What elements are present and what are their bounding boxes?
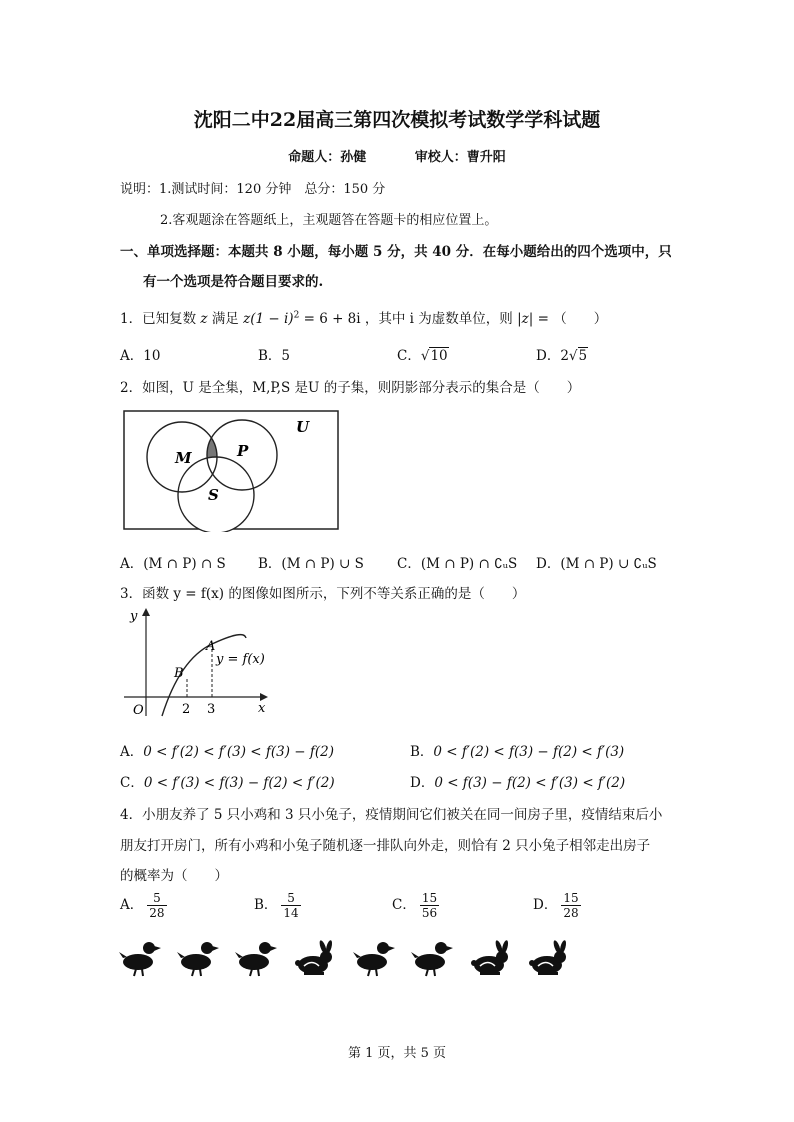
- note-1: 说明：1.测试时间：120 分钟 总分：150 分: [120, 182, 386, 197]
- chick-icon: [119, 942, 161, 976]
- tick-3: 3: [207, 702, 216, 717]
- rabbit-icon: [471, 940, 509, 975]
- checker: 审校人：曹升阳: [414, 150, 506, 165]
- page-footer: 第 1 页，共 5 页: [347, 1046, 447, 1061]
- q2-stem: 2．如图，U 是全集，M,P,S 是U 的子集，则阴影部分表示的集合是（ ）: [120, 380, 581, 396]
- q4-stem-3: 的概率为（ ）: [120, 868, 228, 884]
- chick-icon: [411, 942, 453, 976]
- section-heading-2: 有一个选项是符合题目要求的.: [143, 274, 324, 290]
- q1-stem: 1．已知复数 z 满足 $z(1 - i)^2 = 6 + 8i$ ，其中 i 为虚数单位，则 |z| = （ ）: [120, 310, 608, 327]
- q1-option-a[interactable]: A．10: [120, 348, 161, 364]
- animals-row: [112, 938, 582, 980]
- tick-2: 2: [182, 702, 191, 717]
- rabbit-icon: [295, 940, 333, 975]
- q4-option-a[interactable]: A． $\frac{5}{28}$: [120, 891, 165, 920]
- authors-line: [0, 146, 794, 165]
- q3-stem: 3．函数 y = f(x) 的图像如图所示，下列不等关系正确的是（ ）: [120, 586, 526, 602]
- q1-option-b[interactable]: B．5: [258, 348, 291, 364]
- label-m: M: [175, 449, 192, 467]
- origin-label: O: [133, 703, 144, 718]
- chick-icon: [235, 942, 277, 976]
- point-b-label: B: [174, 666, 184, 681]
- label-s: S: [208, 486, 219, 504]
- function-graph: [120, 604, 280, 720]
- chick-icon: [177, 942, 219, 976]
- q4-option-c[interactable]: C． $\frac{15}{56}$: [392, 891, 438, 920]
- label-p: P: [237, 442, 249, 460]
- q1-option-c[interactable]: C．√10: [397, 348, 448, 364]
- rabbit-icon: [529, 940, 567, 975]
- q4-stem-2: 朋友打开房门，所有小鸡和小兔子随机逐一排队向外走，则恰有 2 只小兔子相邻走出房子: [120, 838, 651, 854]
- q2-option-c[interactable]: C．(M ∩ P) ∩ ∁ᵤS: [397, 556, 518, 572]
- q3-option-d[interactable]: D．0 < f(3) − f(2) < f′(3) < f′(2): [410, 775, 626, 791]
- function-label: y = f(x): [216, 652, 265, 667]
- axis-y-label: y: [130, 609, 138, 624]
- section-heading-1: 一、单项选择题：本题共 8 小题，每小题 5 分，共 40 分．在每小题给出的四个选项中，只: [120, 244, 672, 260]
- label-u: U: [296, 418, 310, 436]
- q1-option-d[interactable]: D．2√5: [536, 348, 588, 364]
- exam-title: 沈阳二中22届高三第四次模拟考试数学学科试题: [193, 109, 601, 131]
- q4-option-d[interactable]: D． $\frac{15}{28}$: [533, 891, 579, 920]
- q3-option-a[interactable]: A．0 < f′(2) < f′(3) < f(3) − f(2): [120, 744, 335, 760]
- q2-option-d[interactable]: D．(M ∩ P) ∪ ∁ᵤS: [536, 556, 657, 572]
- q4-stem-1: 4．小朋友养了 5 只小鸡和 3 只小兔子，疫情期间它们被关在同一间房子里，疫情结束后小: [120, 807, 663, 823]
- q3-option-c[interactable]: C．0 < f′(3) < f(3) − f(2) < f′(2): [120, 775, 335, 791]
- chick-icon: [353, 942, 395, 976]
- point-a-label: A: [206, 639, 216, 654]
- q2-option-b[interactable]: B．(M ∩ P) ∪ S: [258, 556, 364, 572]
- note-2: 2.客观题涂在答题纸上，主观题答在答题卡的相应位置上。: [160, 213, 498, 228]
- q2-option-a[interactable]: A．(M ∩ P) ∩ S: [120, 556, 226, 572]
- axis-x-label: x: [258, 701, 266, 716]
- venn-diagram: [120, 408, 342, 532]
- q3-option-b[interactable]: B．0 < f′(2) < f(3) − f(2) < f′(3): [410, 744, 625, 760]
- q4-option-b[interactable]: B． $\frac{5}{14}$: [254, 891, 299, 920]
- setter: 命题人：孙健: [288, 150, 367, 165]
